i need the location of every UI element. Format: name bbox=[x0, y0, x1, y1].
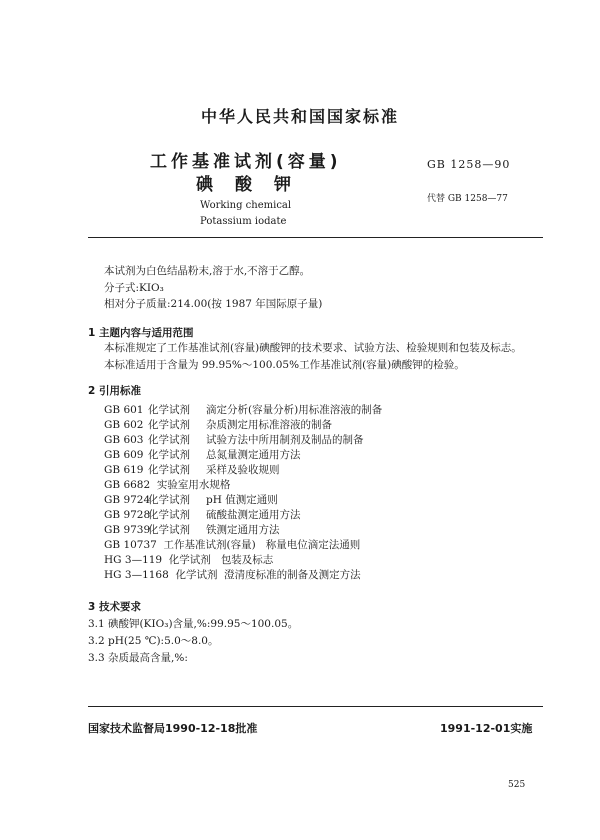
ref-code: GB 602 bbox=[104, 419, 144, 431]
ref-row bbox=[104, 494, 278, 507]
approval-note: 国家技术监督局1990-12-18批准 bbox=[88, 722, 258, 735]
page-number: 525 bbox=[508, 780, 526, 790]
ref-category: 化学试剂 bbox=[148, 524, 190, 536]
ref-title: 硫酸盐测定通用方法 bbox=[206, 509, 301, 521]
section-1-para-1: 本标准规定了工作基准试剂(容量)碘酸钾的技术要求、试验方法、检验规则和包装及标志。 bbox=[104, 342, 522, 354]
standard-number: GB 1258—90 bbox=[427, 158, 511, 171]
ref-category: 化学试剂 bbox=[148, 449, 190, 461]
intro-line-3: 相对分子质量:214.00(按 1987 年国际原子量) bbox=[104, 298, 323, 310]
intro-line-1: 本试剂为白色结晶粉末,溶于水,不溶于乙醇。 bbox=[104, 265, 311, 277]
ref-code: GB 601 bbox=[104, 404, 144, 416]
replaces-note: 代替 GB 1258—77 bbox=[427, 194, 508, 204]
ref-code: GB 609 bbox=[104, 449, 144, 461]
ref-title: 包装及标志 bbox=[220, 554, 274, 566]
section-2-heading: 2 引用标准 bbox=[88, 385, 141, 397]
national-standard-heading: 中华人民共和国国家标准 bbox=[200, 107, 399, 126]
ref-title: 杂质测定用标准溶液的制备 bbox=[206, 419, 332, 431]
ref-title: 称量电位滴定法通则 bbox=[265, 539, 361, 551]
ref-code: GB 9728 bbox=[104, 509, 151, 521]
ref-row bbox=[104, 539, 360, 552]
ref-code: GB 619 bbox=[104, 464, 144, 476]
ref-title: pH 值测定通则 bbox=[206, 494, 278, 506]
top-divider bbox=[88, 237, 543, 238]
ref-title: 实验室用水规格 bbox=[156, 479, 231, 491]
ref-category: 化学试剂 bbox=[148, 404, 190, 416]
ref-code: HG 3—119 bbox=[104, 554, 163, 566]
title-zh-line2: 碘酸钾 bbox=[196, 175, 313, 195]
intro-line-2: 分子式:KIO₃ bbox=[104, 282, 164, 294]
section-3-heading: 3 技术要求 bbox=[88, 601, 141, 613]
ref-title: 试验方法中所用制剂及制品的制备 bbox=[206, 434, 364, 446]
ref-row bbox=[104, 464, 280, 477]
ref-row bbox=[104, 554, 273, 567]
ref-row bbox=[104, 569, 361, 582]
ref-category: 化学试剂 bbox=[148, 464, 190, 476]
ref-category: 化学试剂 bbox=[175, 569, 218, 581]
ref-title: 采样及验收规则 bbox=[206, 464, 280, 476]
ref-code: GB 9724 bbox=[104, 494, 151, 506]
requirement-item: 3.2 pH(25 ℃):5.0～8.0。 bbox=[88, 635, 219, 647]
effective-date: 1991-12-01实施 bbox=[440, 722, 533, 735]
title-en-line2: Potassium iodate bbox=[200, 216, 287, 227]
ref-row bbox=[104, 509, 301, 522]
title-en-line1: Working chemical bbox=[200, 200, 292, 211]
ref-code: GB 10737 bbox=[104, 539, 157, 551]
ref-row bbox=[104, 479, 230, 492]
ref-category: 化学试剂 bbox=[148, 419, 190, 431]
ref-category: 化学试剂 bbox=[148, 434, 190, 446]
title-zh-line1: 工作基准试剂(容量) bbox=[150, 152, 342, 172]
ref-category: 化学试剂 bbox=[168, 554, 211, 566]
ref-category: 化学试剂 bbox=[148, 494, 190, 506]
ref-row bbox=[104, 524, 280, 537]
requirement-item: 3.1 碘酸钾(KIO₃)含量,%:99.95～100.05。 bbox=[88, 618, 299, 630]
ref-row bbox=[104, 404, 382, 417]
ref-row bbox=[104, 419, 332, 432]
ref-code: HG 3—1168 bbox=[104, 569, 169, 581]
ref-code: GB 603 bbox=[104, 434, 144, 446]
ref-row bbox=[104, 449, 301, 462]
ref-code: GB 9739 bbox=[104, 524, 151, 536]
ref-code: GB 6682 bbox=[104, 479, 151, 491]
ref-title: 澄清度标准的制备及测定方法 bbox=[224, 569, 361, 581]
ref-title: 总氮量测定通用方法 bbox=[206, 449, 301, 461]
ref-title: 滴定分析(容量分析)用标准溶液的制备 bbox=[206, 404, 383, 416]
ref-row bbox=[104, 434, 364, 447]
ref-category: 化学试剂 bbox=[148, 509, 190, 521]
section-1-para-2: 本标准适用于含量为 99.95%～100.05%工作基准试剂(容量)碘酸钾的检验。 bbox=[104, 359, 465, 371]
requirement-item: 3.3 杂质最高含量,%: bbox=[88, 652, 188, 664]
ref-title: 铁测定通用方法 bbox=[206, 524, 280, 536]
section-1-heading: 1 主题内容与适用范围 bbox=[88, 327, 194, 339]
ref-category: 工作基准试剂(容量) bbox=[163, 539, 256, 551]
bottom-divider bbox=[88, 706, 543, 707]
